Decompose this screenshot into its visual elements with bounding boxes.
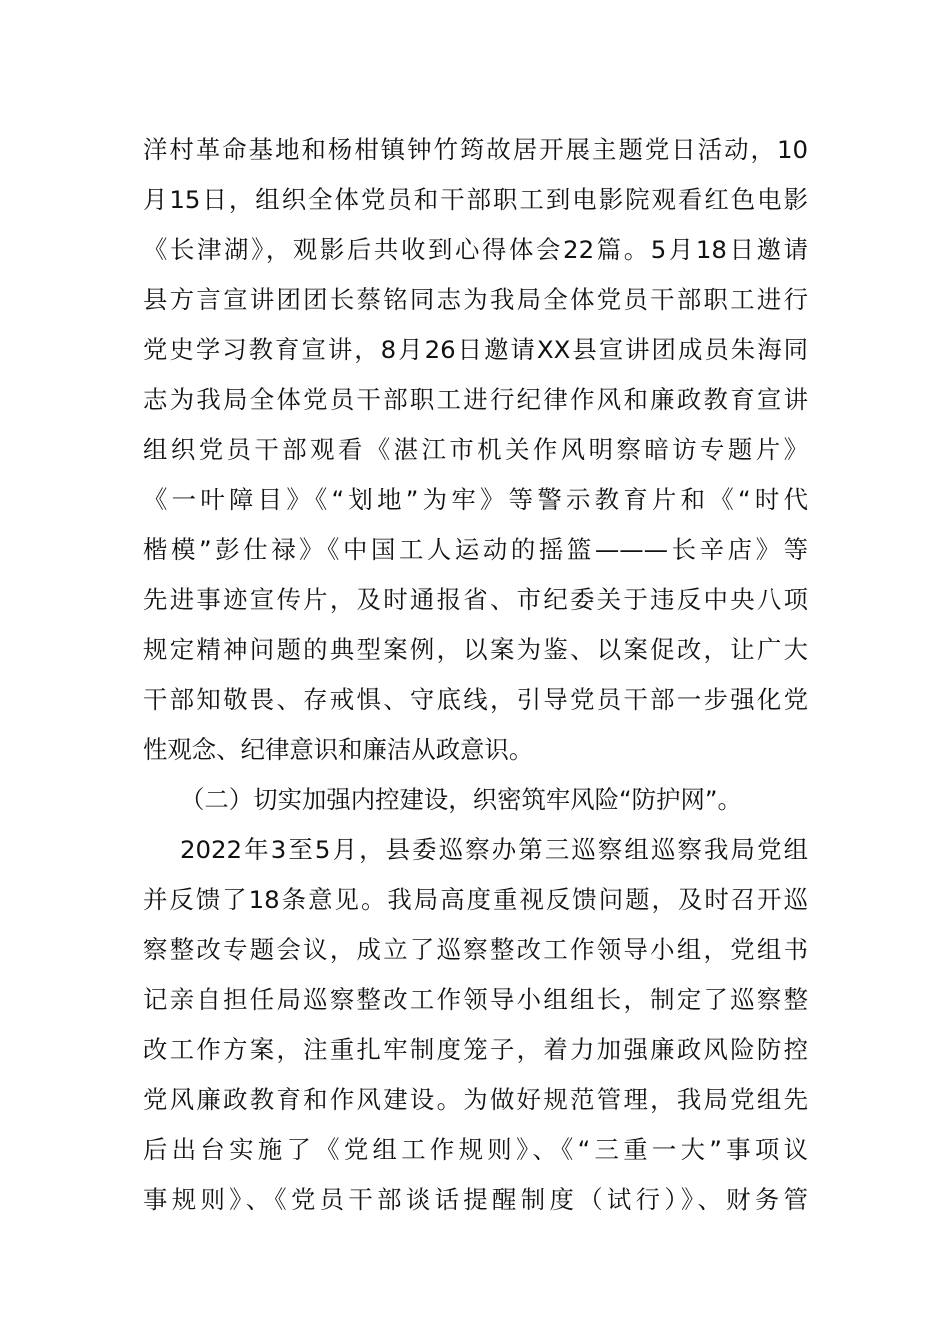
text-line: 洋村革命基地和杨柑镇钟竹筠故居开展主题党日活动，10 (143, 135, 808, 164)
text-line: 干部知敬畏、存戒惧、守底线，引导党员干部一步强化党 (143, 685, 808, 714)
text-line: 党风廉政教育和作风建设。为做好规范管理，我局党组先 (143, 1085, 808, 1114)
text-line: 组织党员干部观看《湛江市机关作风明察暗访专题片》 (143, 435, 808, 464)
section-heading: （二）切实加强内控建设，织密筑牢风险“防护网”。 (180, 785, 742, 814)
text-line: 志为我局全体党员干部职工进行纪律作风和廉政教育宣讲 (143, 385, 808, 414)
text-line: 2022年3至5月，县委巡察办第三巡察组巡察我局党组 (180, 835, 808, 864)
text-line: 后出台实施了《党组工作规则》、《“三重一大”事项议 (143, 1135, 808, 1164)
text-line: 党史学习教育宣讲，8月26日邀请XX县宣讲团成员朱海同 (143, 335, 808, 364)
text-line: 改工作方案，注重扎牢制度笼子，着力加强廉政风险防控 (143, 1035, 808, 1064)
text-line: 先进事迹宣传片，及时通报省、市纪委关于违反中央八项 (143, 585, 808, 614)
text-line: 记亲自担任局巡察整改工作领导小组组长，制定了巡察整 (143, 985, 808, 1014)
text-line: 《长津湖》，观影后共收到心得体会22篇。5月18日邀请 (143, 235, 808, 264)
text-line: 性观念、纪律意识和廉洁从政意识。 (143, 735, 534, 764)
text-line: 规定精神问题的典型案例，以案为鉴、以案促改，让广大 (143, 635, 808, 664)
text-line: 楷模”彭仕禄》《中国工人运动的摇篮———长辛店》等 (143, 535, 808, 564)
text-line: 县方言宣讲团团长蔡铭同志为我局全体党员干部职工进行 (143, 285, 808, 314)
text-line: 《一叶障目》《“划地”为牢》等警示教育片和《“时代 (143, 485, 808, 514)
text-line: 并反馈了18条意见。我局高度重视反馈问题，及时召开巡 (143, 885, 808, 914)
text-line: 事规则》、《党员干部谈话提醒制度（试行）》、财务管 (143, 1185, 808, 1214)
text-line: 月15日，组织全体党员和干部职工到电影院观看红色电影 (143, 185, 808, 214)
text-line: 察整改专题会议，成立了巡察整改工作领导小组，党组书 (143, 935, 808, 964)
